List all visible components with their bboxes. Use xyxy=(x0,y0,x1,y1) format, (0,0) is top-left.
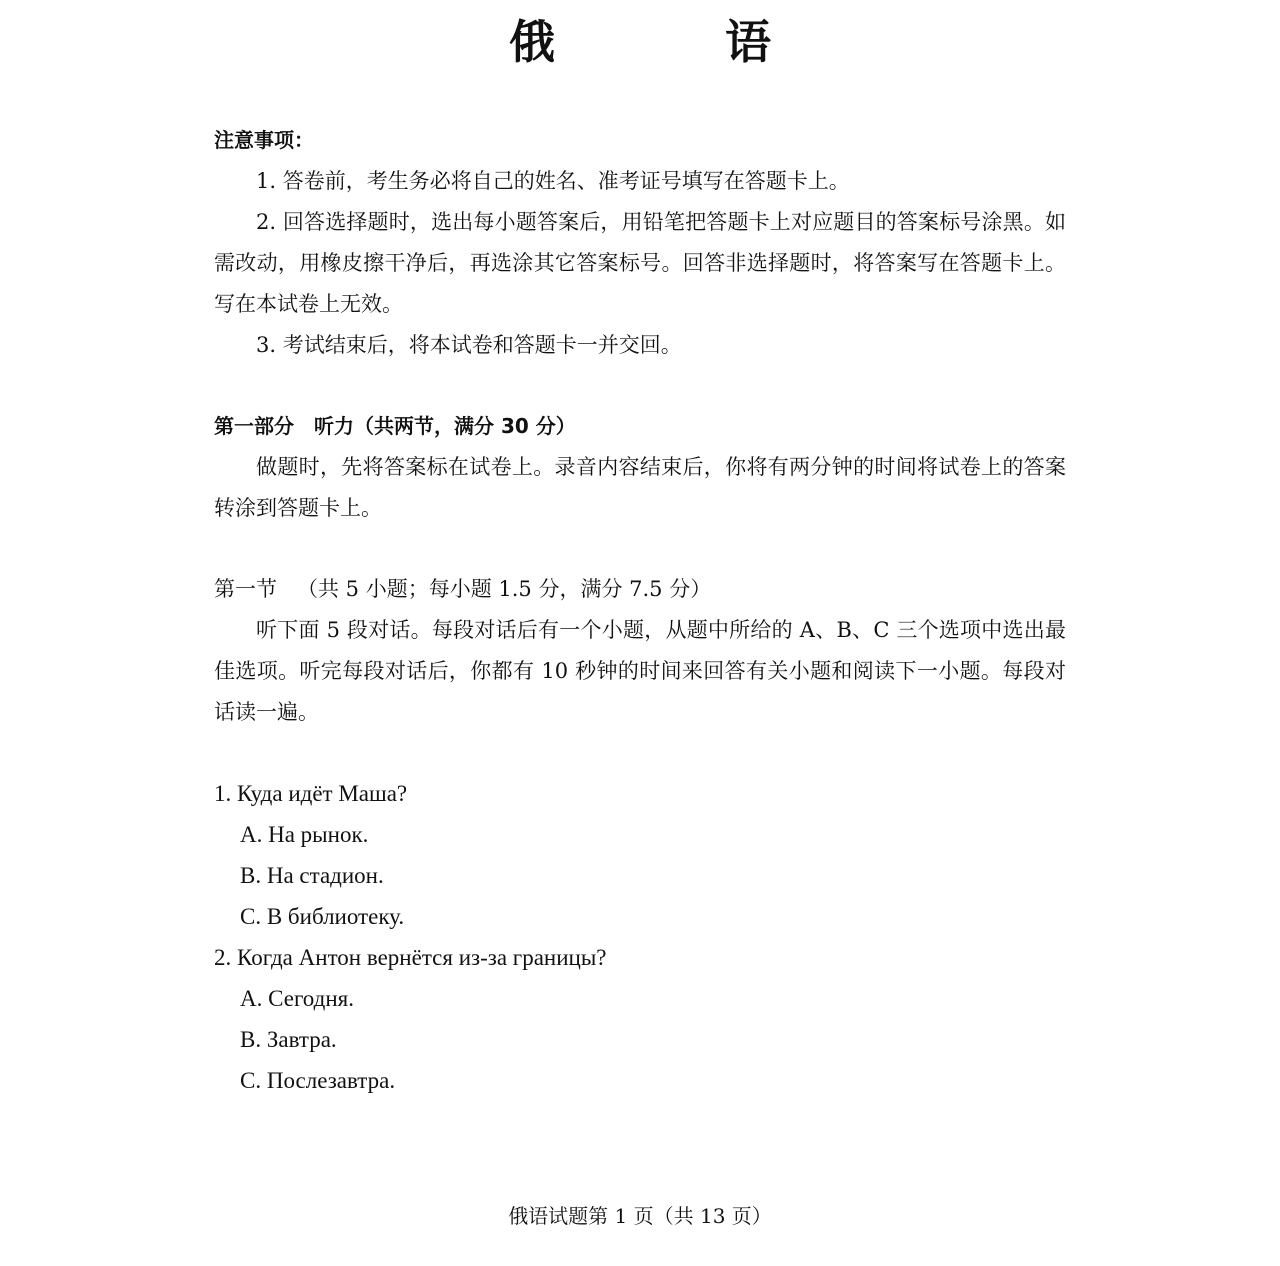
exam-content xyxy=(214,120,1066,1101)
question-2: 2. Когда Антон вернётся из-за границы? xyxy=(214,945,607,970)
section1-heading xyxy=(214,569,1066,610)
notice-item-3: 3. 考试结束后，将本试卷和答题卡一并交回。 xyxy=(256,333,682,357)
notice-heading: 注意事项： xyxy=(214,128,314,152)
question-2-option-c: C. Послезавтра. xyxy=(240,1068,396,1093)
page-footer: 俄语试题第 1 页（共 13 页） xyxy=(508,1204,772,1228)
question-2-option-a: A. Сегодня. xyxy=(240,986,354,1011)
question-1: 1. Куда идёт Маша? xyxy=(214,781,408,806)
part1-instruction: 做题时，先将答案标在试卷上。录音内容结束后，你将有两分钟的时间将试卷上的答案转涂到答题卡上。 xyxy=(214,455,1066,520)
section1-detail: （共 5 小题；每小题 1.5 分，满分 7.5 分） xyxy=(297,577,712,601)
notice-item-1: 1. 答卷前，考生务必将自己的姓名、准考证号填写在答题卡上。 xyxy=(256,169,850,193)
section1-instruction: 听下面 5 段对话。每段对话后有一个小题，从题中所给的 A、B、C 三个选项中选出最佳选项。听完每段对话后，你都有 10 秒钟的时间来回答有关小题和阅读下一小题。每段对话读一遍。 xyxy=(214,618,1066,724)
notice-item-2: 2. 回答选择题时，选出每小题答案后，用铅笔把答题卡上对应题目的答案标号涂黑。如需改动，用橡皮擦干净后，再选涂其它答案标号。回答非选择题时，将答案写在答题卡上。写在本试卷上无效。 xyxy=(214,210,1066,316)
page-title: 俄 语 xyxy=(509,15,833,69)
question-2-option-b: B. Завтра. xyxy=(240,1027,337,1052)
part1-heading: 第一部分 听力（共两节，满分 30 分） xyxy=(214,414,576,438)
section1-label: 第一节 xyxy=(214,577,277,601)
question-1-option-c: C. В библиотеку. xyxy=(240,904,405,929)
question-1-option-b: B. На стадион. xyxy=(240,863,384,888)
question-1-option-a: A. На рынок. xyxy=(240,822,369,847)
